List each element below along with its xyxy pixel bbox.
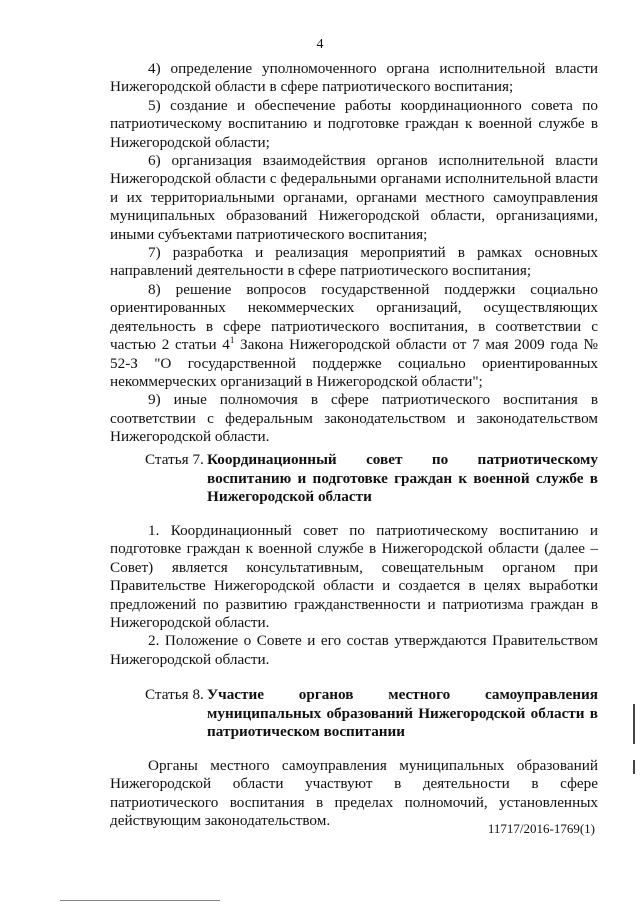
list-items xyxy=(110,60,598,447)
list-item-text: организация взаимодействия органов исполнительной власти Нижегородской области с федеральными органами исполнительной власти и их территориальными органами, органами местного самоуправления муниципальных образований Нижегородской области, организациями, иными субъектами патриотического воспитания; xyxy=(110,152,599,243)
document-code: 11717/2016-1769(1) xyxy=(487,821,595,836)
article-7-heading xyxy=(145,451,598,507)
article-7-body xyxy=(110,522,598,669)
article-title: Участие органов местного самоуправления муниципальных образований Нижегородской области в патриотическом воспитании xyxy=(207,686,598,741)
list-item-marker: 9) xyxy=(148,391,161,409)
article-8-paragraph-1: Органы местного самоуправления муниципальных образований Нижегородской области участвуют в деятельности в сфере патриотического воспитания в пределах полномочий, установленных действующим законодательством. xyxy=(110,757,598,830)
list-item-7 xyxy=(110,244,598,281)
list-item-text: решение вопросов государственной поддержки социально ориентированных некоммерческих организаций, осуществляющих деятельность в сфере патриотического воспитания, в соответствии с частью 2 статьи 4 xyxy=(110,280,599,354)
page-number: 4 xyxy=(316,37,324,52)
list-item-6 xyxy=(110,152,598,244)
scan-edge-mark xyxy=(633,760,635,774)
list-item-marker: 4) xyxy=(148,60,161,77)
list-item-marker: 8) xyxy=(148,280,161,298)
list-item-marker: 7) xyxy=(148,244,161,262)
article-7-paragraph-1: 1. Координационный совет по патриотическому воспитанию и подготовке граждан к военной службе в Нижегородской области (далее – Совет) является консультативным, совещательным органом при Правительстве Нижегородской области и создается в целях выработки предложений по развитию гражданственности и патриотизма граждан в Нижегородской области. xyxy=(110,522,598,632)
list-item-5 xyxy=(110,97,598,152)
article-title: Координационный совет по патриотическому воспитанию и подготовке граждан к военной службе в Нижегородской области xyxy=(207,451,598,506)
list-item-text: иные полномочия в сфере патриотического воспитания в соответствии с федеральным законодательством и законодательством Нижегородской области. xyxy=(110,391,598,446)
list-item-4 xyxy=(110,60,598,97)
list-item-text: разработка и реализация мероприятий в рамках основных направлений деятельности в сфере патриотического воспитания; xyxy=(110,244,598,280)
article-label: Статья 7. xyxy=(145,451,204,468)
scan-edge-mark xyxy=(60,900,220,901)
scan-edge-mark xyxy=(633,704,635,744)
article-label: Статья 8. xyxy=(145,686,204,703)
superscript: 1 xyxy=(229,335,235,346)
list-item-8 xyxy=(110,281,598,391)
article-8-heading xyxy=(145,686,598,742)
list-item-text: определение уполномоченного органа исполнительной власти Нижегородской области в сфере патриотического воспитания; xyxy=(110,60,599,96)
list-item-text: создание и обеспечение работы координационного совета по патриотическому воспитанию и подготовке граждан к военной службе в Нижегородской области; xyxy=(110,96,598,151)
article-7-paragraph-2: 2. Положение о Совете и его состав утверждаются Правительством Нижегородской области. xyxy=(110,632,598,668)
list-item-text-continued: Закона Нижегородской области от 7 мая 2009 года № 52-З "О государственной поддержке социально ориентированных некоммерческих организаций в Нижегородской области"; xyxy=(110,336,598,390)
list-item-9 xyxy=(110,391,598,446)
list-item-marker: 5) xyxy=(148,96,161,114)
list-item-marker: 6) xyxy=(148,152,161,170)
